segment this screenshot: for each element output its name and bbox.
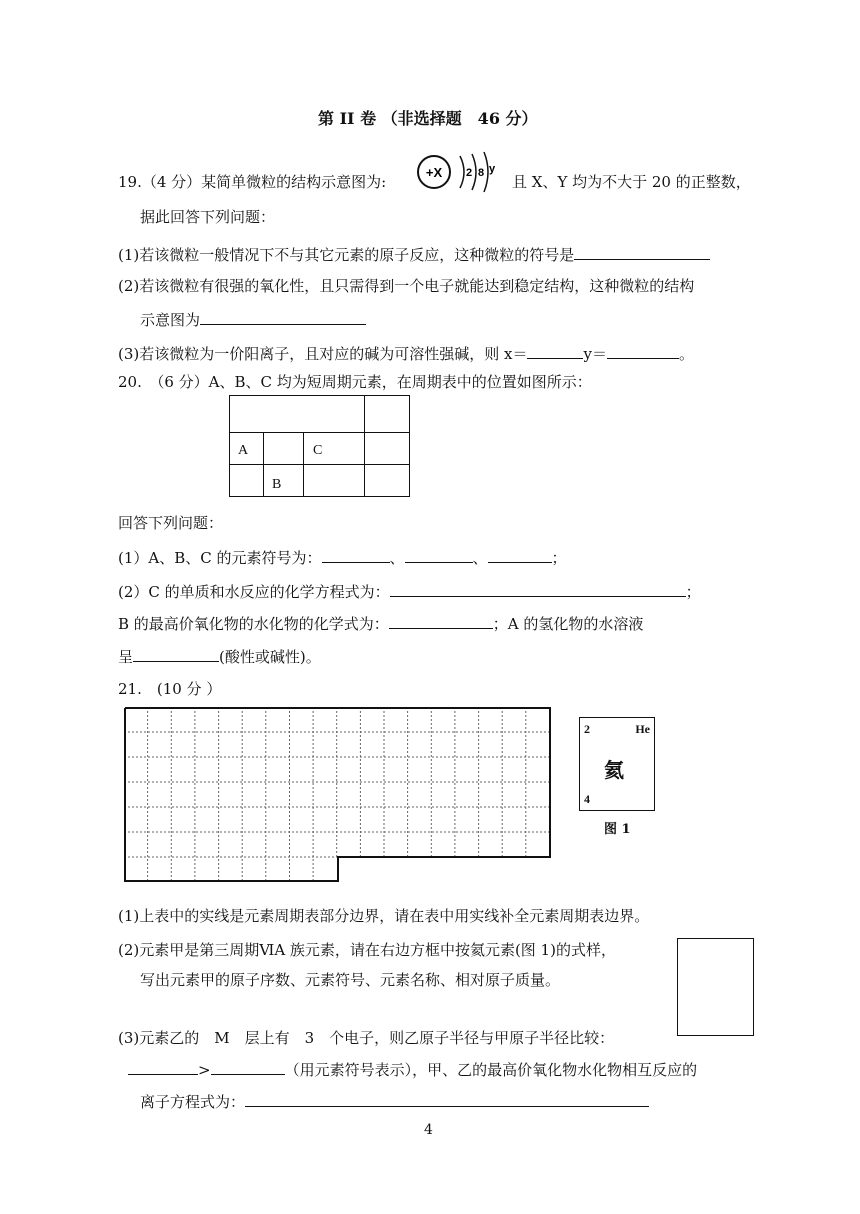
element-a-label: A [238, 443, 249, 458]
q20-part4-text: 呈 [118, 648, 134, 666]
shell-arc-1 [460, 156, 464, 188]
table-cell [229, 395, 365, 433]
q19-part3 [118, 342, 694, 364]
answer-blank-y[interactable] [607, 342, 679, 359]
periodic-table-fragment [229, 395, 410, 497]
q21-part3-line1: (3)元素乙的 M 层上有 3 个电子，则乙原子半径与甲原子半径比较： [118, 1029, 615, 1047]
table-cell [303, 464, 365, 497]
answer-blank-formula[interactable] [389, 612, 493, 629]
table-cell [364, 464, 410, 497]
q19-instruction: 据此回答下列问题： [140, 208, 276, 226]
answer-blank-c[interactable] [488, 546, 552, 563]
q20-part1-end: ； [551, 549, 567, 567]
shell-arc-3 [484, 152, 488, 192]
q19-intro-cont: 且 X、Y 均为不大于 20 的正整数， [512, 173, 751, 191]
figure-caption: 图 1 [604, 822, 631, 837]
q20-part2-text: (2）C 的单质和水反应的化学方程式为： [118, 583, 390, 601]
page-number: 4 [424, 1122, 433, 1138]
table-cell-b [263, 464, 304, 497]
q19-intro: 19.（4 分）某简单微粒的结构示意图为: [118, 173, 387, 191]
answer-blank-larger[interactable] [128, 1058, 198, 1075]
q20-part3 [118, 612, 643, 634]
q21-part1: (1)上表中的实线是元素周期表部分边界，请在表中用实线补全元素周期表边界。 [118, 907, 650, 925]
q19-part1-text: (1)若该微粒一般情况下不与其它元素的原子反应，这种微粒的符号是 [118, 246, 575, 264]
shell-arc-2 [472, 154, 476, 190]
q21-part2-line1: (2)元素甲是第三周期ⅥA 族元素，请在右边方框中按氦元素(图 1)的式样， [118, 941, 616, 959]
q19-part3-text: (3)若该微粒为一价阳离子，且对应的碱为可溶性强碱，则 x＝ [118, 345, 528, 363]
answer-blank-ionic-equation[interactable] [245, 1090, 649, 1107]
table-cell [263, 432, 304, 465]
q20-part4 [118, 645, 321, 667]
q20-part2-end: ； [685, 583, 701, 601]
helium-element-card [579, 717, 655, 811]
q19-part2-text: 示意图为 [140, 311, 201, 329]
table-cell [229, 464, 264, 497]
greater-than-sign: > [198, 1061, 211, 1079]
q20-intro: 20. （6 分）A、B、C 均为短周期元素，在周期表中的位置如图所示： [118, 373, 592, 391]
answer-blank-a[interactable] [322, 546, 390, 563]
q20-ask: 回答下列问题： [118, 514, 224, 532]
q20-part2 [118, 580, 701, 602]
element-b-label: B [272, 477, 282, 492]
element-name: 氦 [604, 758, 624, 782]
q20-part1 [118, 546, 567, 568]
answer-box-element-card[interactable] [677, 938, 754, 1036]
answer-blank-equation[interactable] [390, 580, 686, 597]
q20-part3-text-b: ；A 的氢化物的水溶液 [492, 615, 644, 633]
q20-part1-text: (1）A、B、C 的元素符号为： [118, 549, 322, 567]
section-title: 第 II 卷 （非选择题 46 分） [318, 109, 538, 128]
shell-count-2: 8 [478, 167, 485, 179]
answer-blank-acidity[interactable] [133, 645, 219, 662]
q21-part3-line2 [128, 1058, 697, 1080]
q20-part4-end: (酸性或碱性)。 [219, 648, 321, 666]
q20-part3-text: B 的最高价氧化物的水化物的化学式为： [118, 615, 389, 633]
q19-part2-line2 [140, 308, 366, 330]
periodic-table-grid[interactable] [124, 707, 552, 883]
q21-part3-line3 [140, 1090, 649, 1112]
table-boundary [125, 708, 550, 881]
element-c-label: C [313, 443, 323, 458]
q19-part3-end: 。 [678, 345, 694, 363]
answer-blank-b[interactable] [405, 546, 473, 563]
separator: 、 [389, 549, 405, 567]
q21-ionic-eq-label: 离子方程式为： [140, 1093, 246, 1111]
grid-lines [124, 707, 550, 881]
answer-blank-x[interactable] [527, 342, 583, 359]
answer-blank-smaller[interactable] [211, 1058, 285, 1075]
nucleus-label: +X [425, 165, 443, 180]
q19-part1 [118, 243, 710, 265]
separator: 、 [472, 549, 488, 567]
q19-part2-line1: (2)若该微粒有很强的氧化性，且只需得到一个电子就能达到稳定结构，这种微粒的结构 [118, 277, 695, 295]
answer-blank[interactable] [200, 308, 366, 325]
q21-part2-line2: 写出元素甲的原子序数、元素符号、元素名称、相对原子质量。 [140, 971, 561, 989]
atomic-number: 2 [584, 722, 590, 736]
shell-count-3: y [489, 163, 496, 175]
q19-part3-y-label: y＝ [583, 345, 607, 363]
shell-count-1: 2 [466, 167, 473, 179]
table-cell [364, 432, 410, 465]
q21-intro: 21. (10 分 ） [118, 680, 222, 698]
atomic-mass: 4 [584, 792, 590, 806]
element-symbol: He [635, 722, 650, 736]
q21-part3-text: （用元素符号表示），甲、乙的最高价氧化物水化物相互反应的 [284, 1061, 698, 1079]
answer-blank[interactable] [574, 243, 710, 260]
atom-structure-diagram [412, 150, 504, 200]
table-cell [364, 395, 410, 433]
